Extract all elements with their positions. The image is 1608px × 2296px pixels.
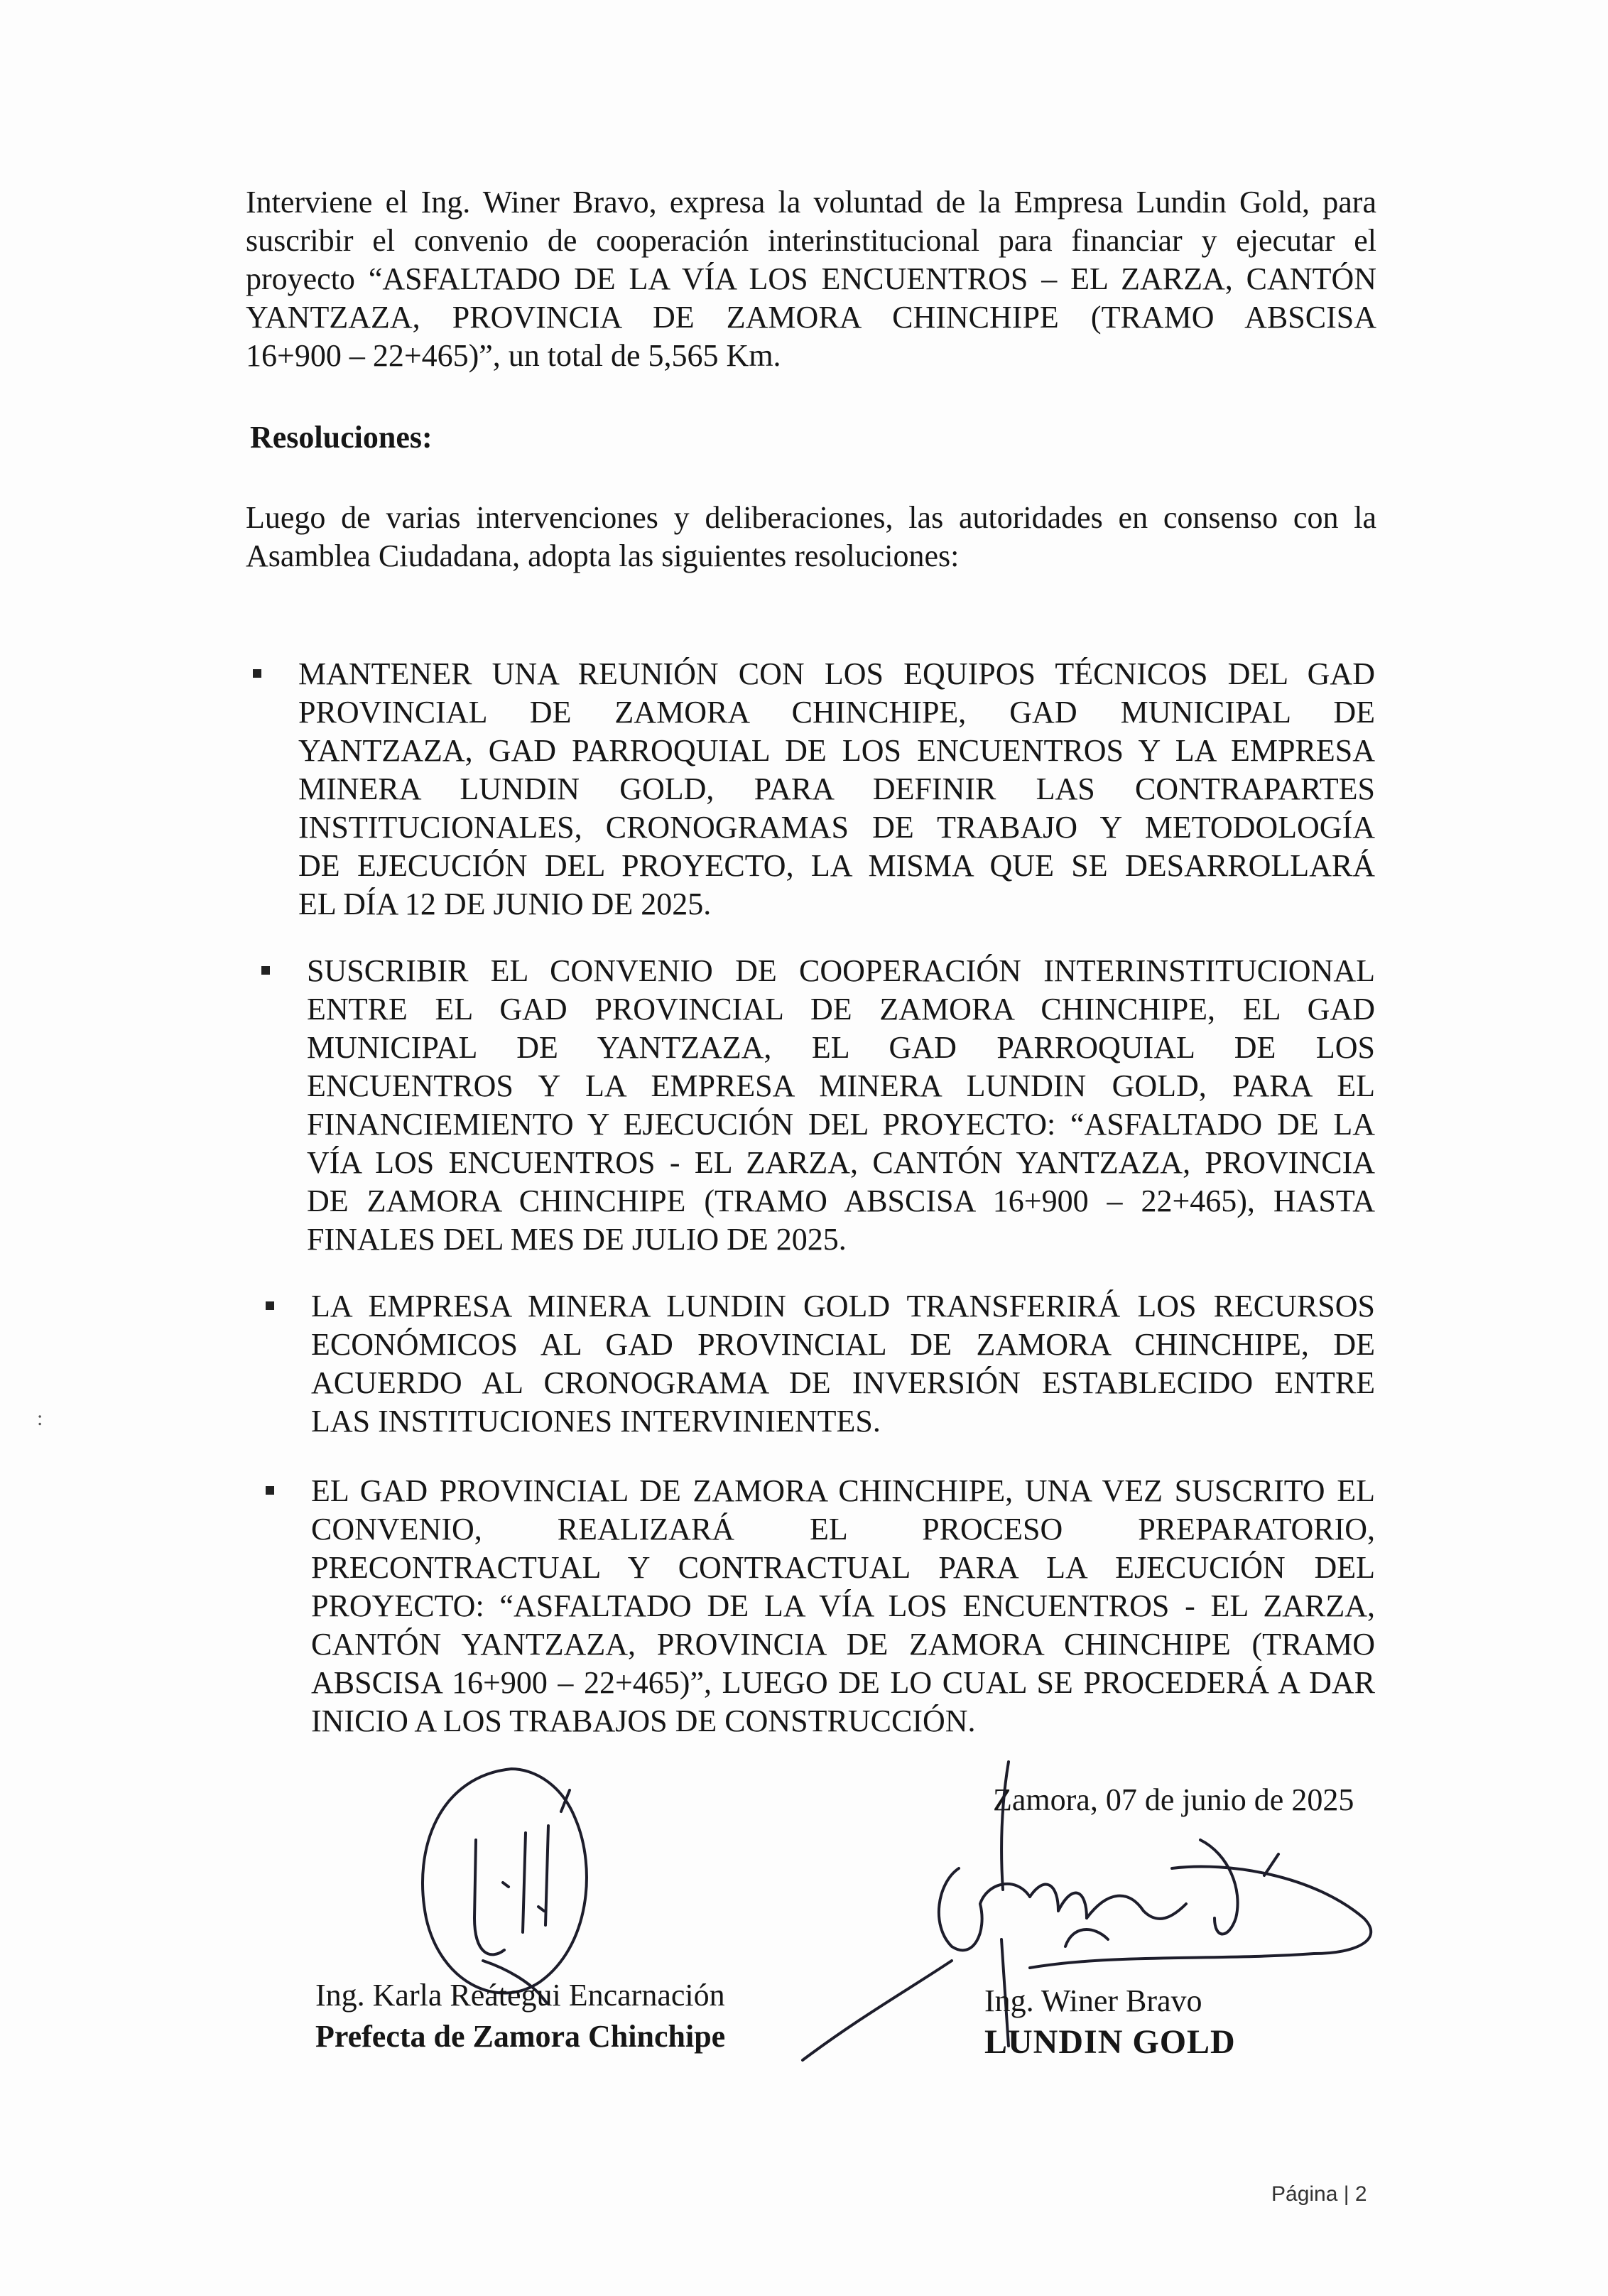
bullet-icon [261, 966, 270, 975]
bullet-icon [266, 1301, 274, 1310]
resolution-item [307, 952, 1375, 1259]
resolution-line: PROYECTO: “ASFALTADO DE LA VÍA LOS ENCUENTROS - EL ZARZA, [311, 1588, 1375, 1623]
resolution-line: FINALES DEL MES DE JULIO DE 2025. [307, 1222, 847, 1257]
preamble-line: Asamblea Ciudadana, adopta las siguientes resoluciones: [246, 538, 960, 573]
resolution-line: MANTENER UNA REUNIÓN CON LOS EQUIPOS TÉCNICOS DEL GAD [298, 656, 1375, 691]
intro-line: suscribir el convenio de cooperación interinstitucional para financiar y ejecutar el [246, 223, 1376, 258]
resolution-line: PROVINCIAL DE ZAMORA CHINCHIPE, GAD MUNICIPAL DE [298, 695, 1375, 730]
resolution-line: LA EMPRESA MINERA LUNDIN GOLD TRANSFERIRÁ LOS RECURSOS [311, 1289, 1375, 1323]
intro-line: Interviene el Ing. Winer Bravo, expresa la voluntad de la Empresa Lundin Gold, para [246, 185, 1376, 220]
resolution-item [298, 655, 1375, 924]
bullet-icon [253, 669, 261, 678]
resolution-line: LAS INSTITUCIONES INTERVINIENTES. [311, 1404, 881, 1439]
intro-line: YANTZAZA, PROVINCIA DE ZAMORA CHINCHIPE (TRAMO ABSCISA [246, 300, 1376, 335]
page-number: Página | 2 [1271, 2182, 1367, 2206]
margin-mark: : [37, 1407, 43, 1430]
resolution-line: ABSCISA 16+900 – 22+465)”, LUEGO DE LO CUAL SE PROCEDERÁ A DAR [311, 1665, 1375, 1700]
signatory-name: Ing. Winer Bravo [984, 1983, 1202, 2018]
resolution-item [311, 1287, 1375, 1441]
bullet-icon [266, 1486, 274, 1495]
resolution-line: DE ZAMORA CHINCHIPE (TRAMO ABSCISA 16+900 – 22+465), HASTA [307, 1184, 1375, 1218]
resolution-line: ACUERDO AL CRONOGRAMA DE INVERSIÓN ESTABLECIDO ENTRE [311, 1365, 1375, 1400]
preamble-line: Luego de varias intervenciones y deliberaciones, las autoridades en consenso con la [246, 500, 1376, 535]
resolution-line: CONVENIO, REALIZARÁ EL PROCESO PREPARATORIO, [311, 1512, 1375, 1547]
signatory-role: Prefecta de Zamora Chinchipe [315, 2019, 726, 2054]
signatory-right [984, 1981, 1236, 2063]
signatory-left [315, 1975, 725, 2057]
signatory-role: LUNDIN GOLD [984, 2023, 1236, 2061]
resolution-line: MUNICIPAL DE YANTZAZA, EL GAD PARROQUIAL DE LOS [307, 1030, 1375, 1065]
resolution-line: ECONÓMICOS AL GAD PROVINCIAL DE ZAMORA CHINCHIPE, DE [311, 1327, 1375, 1362]
resolution-line: VÍA LOS ENCUENTROS - EL ZARZA, CANTÓN YANTZAZA, PROVINCIA [307, 1145, 1375, 1180]
resolution-line: EL DÍA 12 DE JUNIO DE 2025. [298, 887, 712, 921]
intro-line: 16+900 – 22+465)”, un total de 5,565 Km. [246, 338, 781, 373]
preamble-paragraph [246, 499, 1376, 575]
intro-paragraph [246, 183, 1376, 375]
date-line: Zamora, 07 de junio de 2025 [993, 1782, 1354, 1817]
resolution-line: PRECONTRACTUAL Y CONTRACTUAL PARA LA EJECUCIÓN DEL [311, 1550, 1375, 1585]
resolution-line: EL GAD PROVINCIAL DE ZAMORA CHINCHIPE, UNA VEZ SUSCRITO EL [311, 1473, 1375, 1508]
resoluciones-heading: Resoluciones: [250, 420, 433, 455]
resolution-item [311, 1472, 1375, 1740]
resolution-line: SUSCRIBIR EL CONVENIO DE COOPERACIÓN INTERINSTITUCIONAL [307, 953, 1375, 988]
resolution-line: MINERA LUNDIN GOLD, PARA DEFINIR LAS CONTRAPARTES [298, 771, 1375, 806]
resolution-line: INICIO A LOS TRABAJOS DE CONSTRUCCIÓN. [311, 1704, 976, 1738]
resolution-line: INSTITUCIONALES, CRONOGRAMAS DE TRABAJO Y METODOLOGÍA [298, 810, 1375, 845]
resolution-line: YANTZAZA, GAD PARROQUIAL DE LOS ENCUENTROS Y LA EMPRESA [298, 733, 1375, 768]
resolution-line: DE EJECUCIÓN DEL PROYECTO, LA MISMA QUE SE DESARROLLARÁ [298, 848, 1375, 883]
resolution-line: ENTRE EL GAD PROVINCIAL DE ZAMORA CHINCHIPE, EL GAD [307, 992, 1375, 1027]
resolution-line: ENCUENTROS Y LA EMPRESA MINERA LUNDIN GOLD, PARA EL [307, 1068, 1375, 1103]
signatory-name: Ing. Karla Reátegui Encarnación [315, 1978, 725, 2013]
intro-line: proyecto “ASFALTADO DE LA VÍA LOS ENCUENTROS – EL ZARZA, CANTÓN [246, 261, 1376, 296]
resolution-line: CANTÓN YANTZAZA, PROVINCIA DE ZAMORA CHINCHIPE (TRAMO [311, 1627, 1375, 1662]
resolution-line: FINANCIEMIENTO Y EJECUCIÓN DEL PROYECTO: “ASFALTADO DE LA [307, 1107, 1375, 1142]
